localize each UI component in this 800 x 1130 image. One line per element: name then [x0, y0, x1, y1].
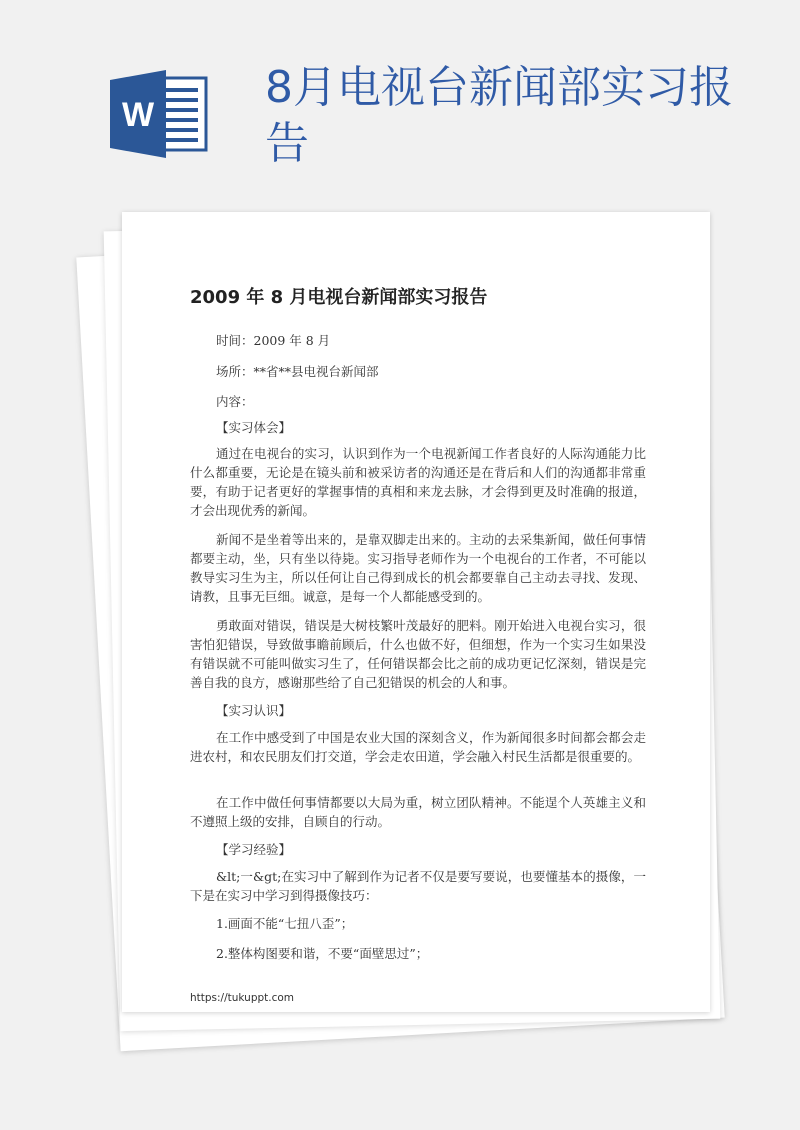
paragraph-3: 勇敢面对错误，错误是大树枝繁叶茂最好的肥料。刚开始进入电视台实习，很害怕犯错误，导致做事瞻前顾后，什么也做不好，但细想，作为一个实习生如果没有错误就不可能叫做实习生了，任何错误都会比之前的成功更记忆深刻，错误是完善自我的良方，感谢那些给了自己犯错误的机会的人和事。 — [190, 618, 646, 690]
section-heading-internship-experience: 【实习体会】 — [216, 420, 292, 435]
list-item-2: 2.整体构图要和谐，不要“面壁思过”； — [216, 946, 429, 961]
page-header-title: 8月电视台新闻部实习报告 — [265, 62, 733, 169]
list-item-1: 1.画面不能“七扭八歪”； — [216, 916, 354, 931]
paragraph-4: 在工作中感受到了中国是农业大国的深刻含义，作为新闻很多时间都会都会走进农村，和农民朋友们打交道，学会走农田道，学会融入村民生活都是很重要的。 — [190, 730, 646, 764]
paragraph-2: 新闻不是坐着等出来的，是靠双脚走出来的。主动的去采集新闻，做任何事情都要主动，坐，只有坐以待毙。实习指导老师作为一个电视台的工作者，不可能以教导实习生为主，所以任何让自己得到成长的机会都要靠自己主动去寻找、发现、请教，且事无巨细。诚意，是每一个人都能感受到的。 — [190, 532, 646, 604]
logo-letter: W — [121, 96, 155, 134]
paragraph-5: 在工作中做任何事情都要以大局为重，树立团队精神。不能逞个人英雄主义和不遵照上级的安排，自顾自的行动。 — [190, 795, 646, 829]
place-line: 场所：**省**县电视台新闻部 — [216, 364, 379, 379]
section-heading-internship-understanding: 【实习认识】 — [216, 703, 292, 718]
time-line: 时间：2009 年 8 月 — [216, 333, 331, 348]
word-document-icon — [110, 70, 210, 158]
content-label: 内容： — [216, 394, 254, 409]
paragraph-6: &lt;一&gt;在实习中了解到作为记者不仅是要写要说，也要懂基本的摄像，一下是在实习中学习到得摄像技巧： — [190, 869, 646, 903]
footer-url: https://tukuppt.com — [190, 992, 295, 1004]
section-heading-learning-experience: 【学习经验】 — [216, 842, 292, 857]
document-title: 2009 年 8 月电视台新闻部实习报告 — [190, 287, 488, 308]
paragraph-1: 通过在电视台的实习，认识到作为一个电视新闻工作者良好的人际沟通能力比什么都重要，无论是在镜头前和被采访者的沟通还是在背后和人们的沟通都非常重要，有助于记者更好的掌握事情的真相和来龙去脉，才会得到更及时准确的报道，才会出现优秀的新闻。 — [190, 446, 646, 518]
